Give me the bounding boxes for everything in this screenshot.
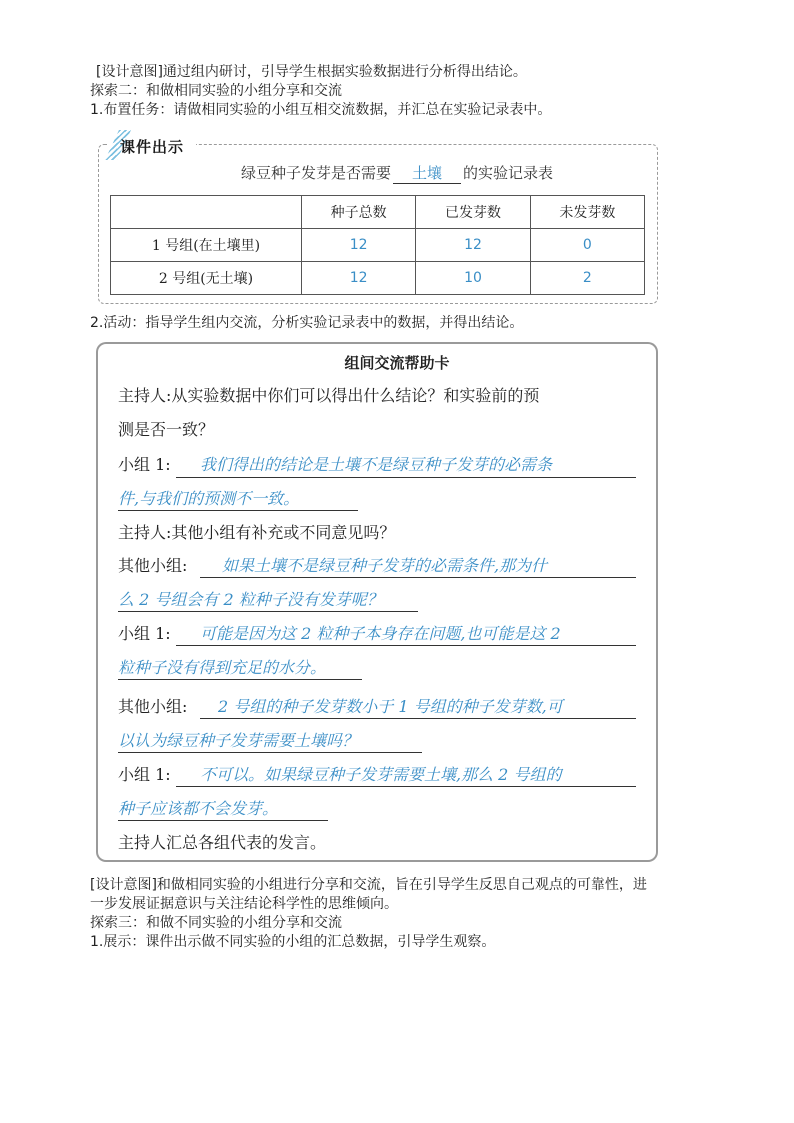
explore-three-heading: 探索三：和做不同实验的小组分享和交流 xyxy=(90,915,342,931)
table-title-suffix: 的实验记录表 xyxy=(463,164,554,182)
cell-not-sprouted: 0 xyxy=(530,229,644,262)
group1-answer-1a: 我们得出的结论是土壤不是绿豆种子发芽的必需条 xyxy=(200,455,553,474)
record-table xyxy=(110,195,645,295)
table-row xyxy=(111,229,645,262)
table-header-cell: 种子总数 xyxy=(302,196,416,229)
table-title-prefix: 绿豆种子发芽是否需要 xyxy=(240,164,391,182)
other-group-answer-1b: 么 2 号组会有 2 粒种子没有发芽呢？ xyxy=(118,590,383,609)
design-intent-2b: 一步发展证据意识与关注结论科学性的思维倾向。 xyxy=(90,896,398,912)
host-question-1a: 主持人:从实验数据中你们可以得出什么结论？和实验前的预 xyxy=(118,386,540,405)
answer-underline xyxy=(176,786,636,787)
cell-sprouted: 10 xyxy=(416,262,530,295)
group1-answer-3a: 不可以。如果绿豆种子发芽需要土壤,那么 2 号组的 xyxy=(200,765,562,784)
host-summary: 主持人汇总各组代表的发言。 xyxy=(118,833,327,852)
task-one-text: 1.布置任务：请做相同实验的小组互相交流数据，并汇总在实验记录表中。 xyxy=(90,102,552,118)
courseware-tab xyxy=(108,130,196,160)
row-label: 2 号组(无土壤) xyxy=(111,262,302,295)
answer-underline xyxy=(176,645,636,646)
other-group-answer-2b: 以认为绿豆种子发芽需要土壤吗？ xyxy=(118,731,359,750)
other-group-label: 其他小组: xyxy=(118,556,188,575)
other-group-answer-1a: 如果土壤不是绿豆种子发芽的必需条件,那为什 xyxy=(222,556,548,575)
group1-answer-3b: 种子应该都不会发芽。 xyxy=(118,799,279,818)
design-intent-text: [设计意图]通过组内研讨，引导学生根据实验数据进行分析得出结论。 xyxy=(96,64,527,80)
answer-underline xyxy=(118,510,358,511)
answer-underline xyxy=(176,477,636,478)
record-table-title xyxy=(0,162,794,184)
host-question-2: 主持人:其他小组有补充或不同意见吗？ xyxy=(118,523,396,542)
group1-label: 小组 1: xyxy=(118,455,171,474)
group1-label: 小组 1: xyxy=(118,624,171,643)
table-title-fill: 土壤 xyxy=(393,162,461,184)
activity-two-text: 2.活动：指导学生组内交流，分析实验记录表中的数据，并得出结论。 xyxy=(90,315,524,331)
group1-answer-2a: 可能是因为这 2 粒种子本身存在问题,也可能是这 2 xyxy=(200,624,561,643)
answer-underline xyxy=(200,718,636,719)
group1-answer-1b: 件,与我们的预测不一致。 xyxy=(118,489,300,508)
answer-underline xyxy=(118,679,362,680)
table-header-cell: 未发芽数 xyxy=(530,196,644,229)
explore-two-heading: 探索二：和做相同实验的小组分享和交流 xyxy=(90,83,342,99)
courseware-tab-label: 课件出示 xyxy=(120,138,185,156)
cell-sprouted: 12 xyxy=(416,229,530,262)
other-group-answer-2a: 2 号组的种子发芽数小于 1 号组的种子发芽数,可 xyxy=(218,697,563,716)
table-header-cell xyxy=(111,196,302,229)
answer-underline xyxy=(118,820,328,821)
group1-label: 小组 1: xyxy=(118,765,171,784)
answer-underline xyxy=(118,752,422,753)
row-label: 1 号组(在土壤里) xyxy=(111,229,302,262)
table-header-cell: 已发芽数 xyxy=(416,196,530,229)
table-header-row xyxy=(111,196,645,229)
host-question-1b: 测是否一致？ xyxy=(118,420,215,439)
answer-underline xyxy=(118,611,418,612)
table-row xyxy=(111,262,645,295)
group1-answer-2b: 粒种子没有得到充足的水分。 xyxy=(118,658,327,677)
cell-total: 12 xyxy=(302,229,416,262)
help-card-title: 组间交流帮助卡 xyxy=(344,354,450,372)
design-intent-2a: [设计意图]和做相同实验的小组进行分享和交流，旨在引导学生反思自己观点的可靠性，进 xyxy=(90,877,647,893)
other-group-label: 其他小组: xyxy=(118,697,188,716)
cell-not-sprouted: 2 xyxy=(530,262,644,295)
cell-total: 12 xyxy=(302,262,416,295)
show-one-text: 1.展示：课件出示做不同实验的小组的汇总数据，引导学生观察。 xyxy=(90,934,496,950)
answer-underline xyxy=(200,577,636,578)
